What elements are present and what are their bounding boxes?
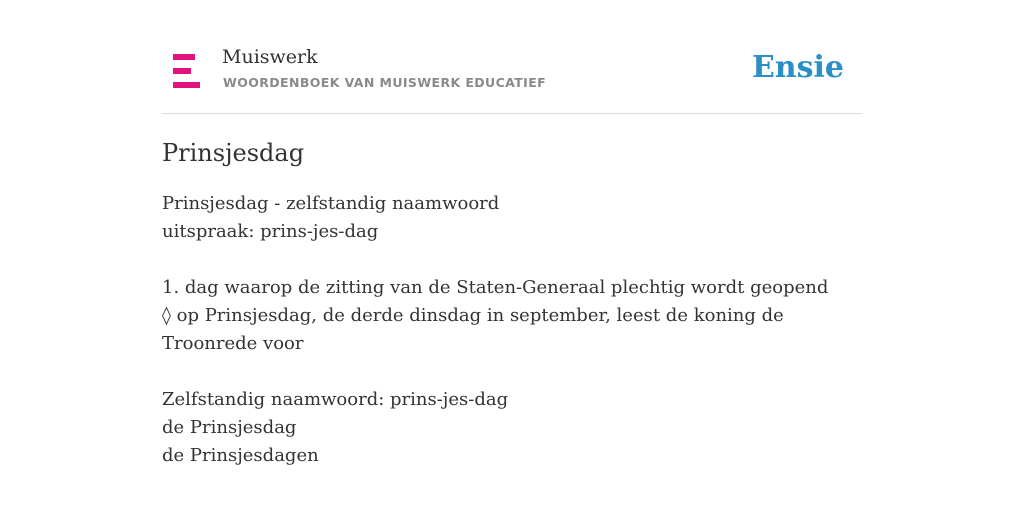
page — [162, 0, 862, 470]
brand-subtitle: WOORDENBOEK VAN MUISWERK EDUCATIEF — [223, 75, 547, 90]
ensie-logo-link[interactable]: Ensie — [751, 50, 844, 85]
definition-line: 1. dag waarop de zitting van de Staten-Generaal plechtig wordt geopend — [162, 277, 829, 298]
site-header — [162, 44, 862, 114]
entry-body — [162, 190, 862, 470]
pronunciation-line: uitspraak: prins-jes-dag — [162, 221, 379, 242]
example-line: ◊ op Prinsjesdag, de derde dinsdag in september, leest de koning de Troonrede voor — [162, 305, 784, 354]
brand-name[interactable]: Muiswerk — [222, 46, 318, 68]
plural-form: de Prinsjesdagen — [162, 445, 319, 466]
spacer — [162, 246, 862, 274]
entry-title: Prinsjesdag — [162, 139, 305, 167]
word-type-line: Prinsjesdag - zelfstandig naamwoord — [162, 193, 500, 214]
singular-form: de Prinsjesdag — [162, 417, 297, 438]
muiswerk-logo-icon[interactable] — [173, 54, 200, 88]
spacer — [162, 358, 862, 386]
grammar-heading: Zelfstandig naamwoord: prins-jes-dag — [162, 389, 509, 410]
